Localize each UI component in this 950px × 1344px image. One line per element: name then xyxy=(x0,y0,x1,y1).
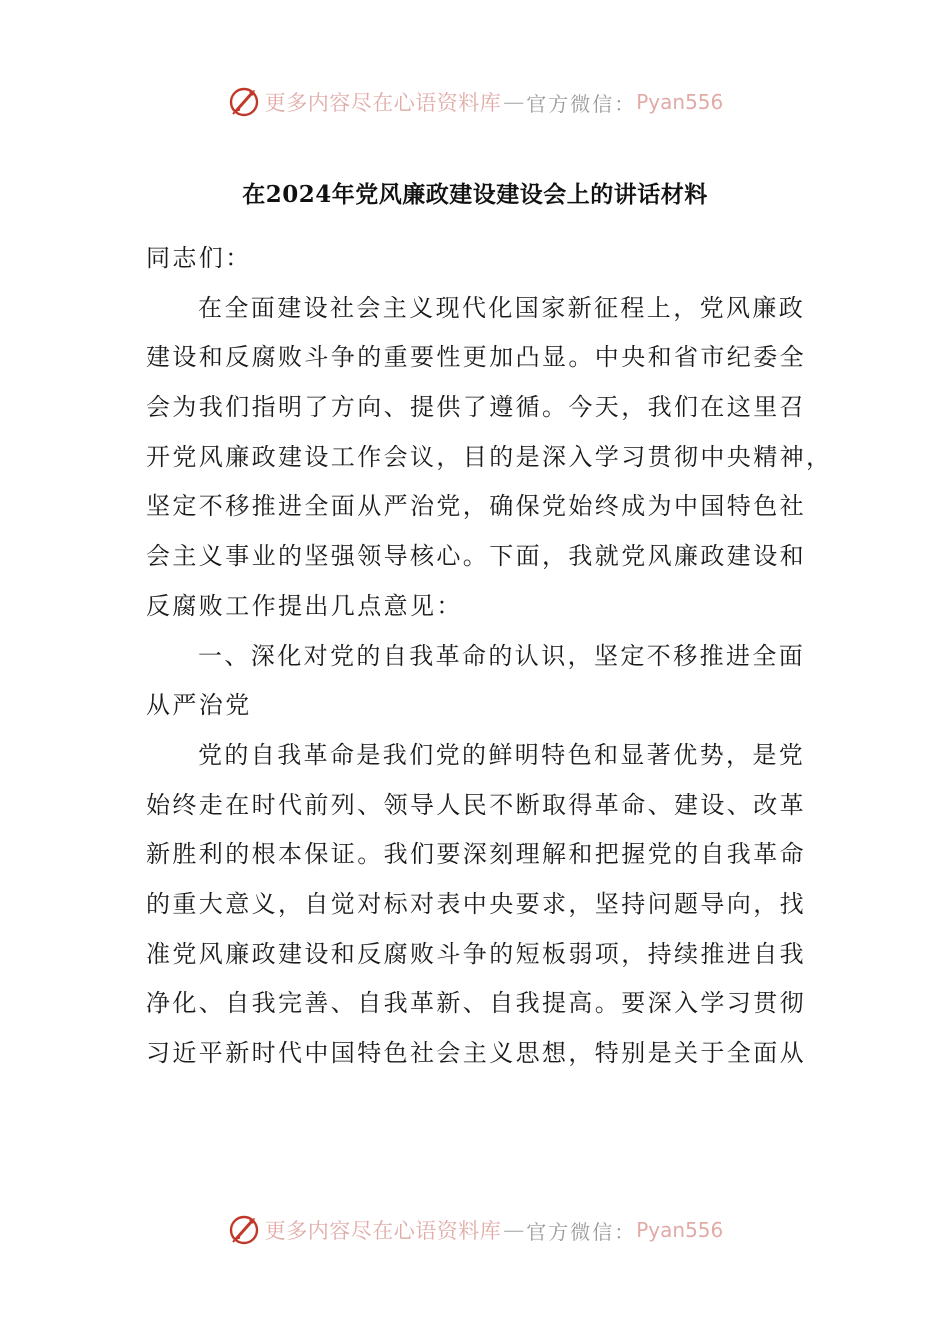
paragraph-line: 党的自我革命是我们党的鲜明特色和显著优势，是党 xyxy=(198,740,806,769)
salutation-line: 同志们： xyxy=(146,244,252,272)
paragraph-line: 开党风廉政建设工作会议，目的是深入学习贯彻中央精神， xyxy=(146,442,833,471)
document-title: 在2024年党风廉政建设建设会上的讲话材料 xyxy=(242,181,708,208)
paragraph-line: 始终走在时代前列、领导人民不断取得革命、建设、改革 xyxy=(146,790,806,819)
paragraph-line: 建设和反腐败斗争的重要性更加凸显。中央和省市纪委全 xyxy=(146,343,806,372)
paragraph-line: 反腐败工作提出几点意见： xyxy=(146,591,463,620)
banner-separator: — xyxy=(503,1218,525,1242)
paragraph-line: 习近平新时代中国特色社会主义思想，特别是关于全面从 xyxy=(146,1039,806,1067)
banner-wechat-label: 官方微信： xyxy=(526,1219,637,1244)
section-heading-line: 一、深化对党的自我革命的认识，坚定不移推进全面 xyxy=(198,641,806,670)
banner-text: 更多内容尽在心语资料库 xyxy=(264,1219,502,1243)
section-heading-line: 从严治党 xyxy=(146,691,252,720)
pen-logo-icon xyxy=(227,85,261,119)
document-body xyxy=(146,234,833,1079)
paragraph-line: 的重大意义，自觉对标对表中央要求，坚持问题导向，找 xyxy=(146,889,806,918)
paragraph-line: 会为我们指明了方向、提供了遵循。今天，我们在这里召 xyxy=(146,393,806,422)
banner-wechat-id: Pyan556 xyxy=(636,90,724,114)
paragraph-line: 在全面建设社会主义现代化国家新征程上，党风廉政 xyxy=(198,293,806,322)
banner-separator: — xyxy=(503,90,525,114)
header-banner xyxy=(0,80,950,124)
paragraph-line: 会主义事业的坚强领导核心。下面，我就党风廉政建设和 xyxy=(146,542,806,571)
paragraph-line: 坚定不移推进全面从严治党，确保党始终成为中国特色社 xyxy=(146,492,806,521)
footer-banner xyxy=(0,1208,950,1252)
paragraph-line: 准党风廉政建设和反腐败斗争的短板弱项，持续推进自我 xyxy=(146,939,806,968)
pen-logo-icon xyxy=(227,1213,261,1247)
paragraph-line: 新胜利的根本保证。我们要深刻理解和把握党的自我革命 xyxy=(146,840,806,869)
paragraph-line: 净化、自我完善、自我革新、自我提高。要深入学习贯彻 xyxy=(146,989,806,1018)
banner-wechat-id: Pyan556 xyxy=(636,1218,724,1242)
banner-text: 更多内容尽在心语资料库 xyxy=(264,91,502,115)
banner-wechat-label: 官方微信： xyxy=(526,91,637,116)
